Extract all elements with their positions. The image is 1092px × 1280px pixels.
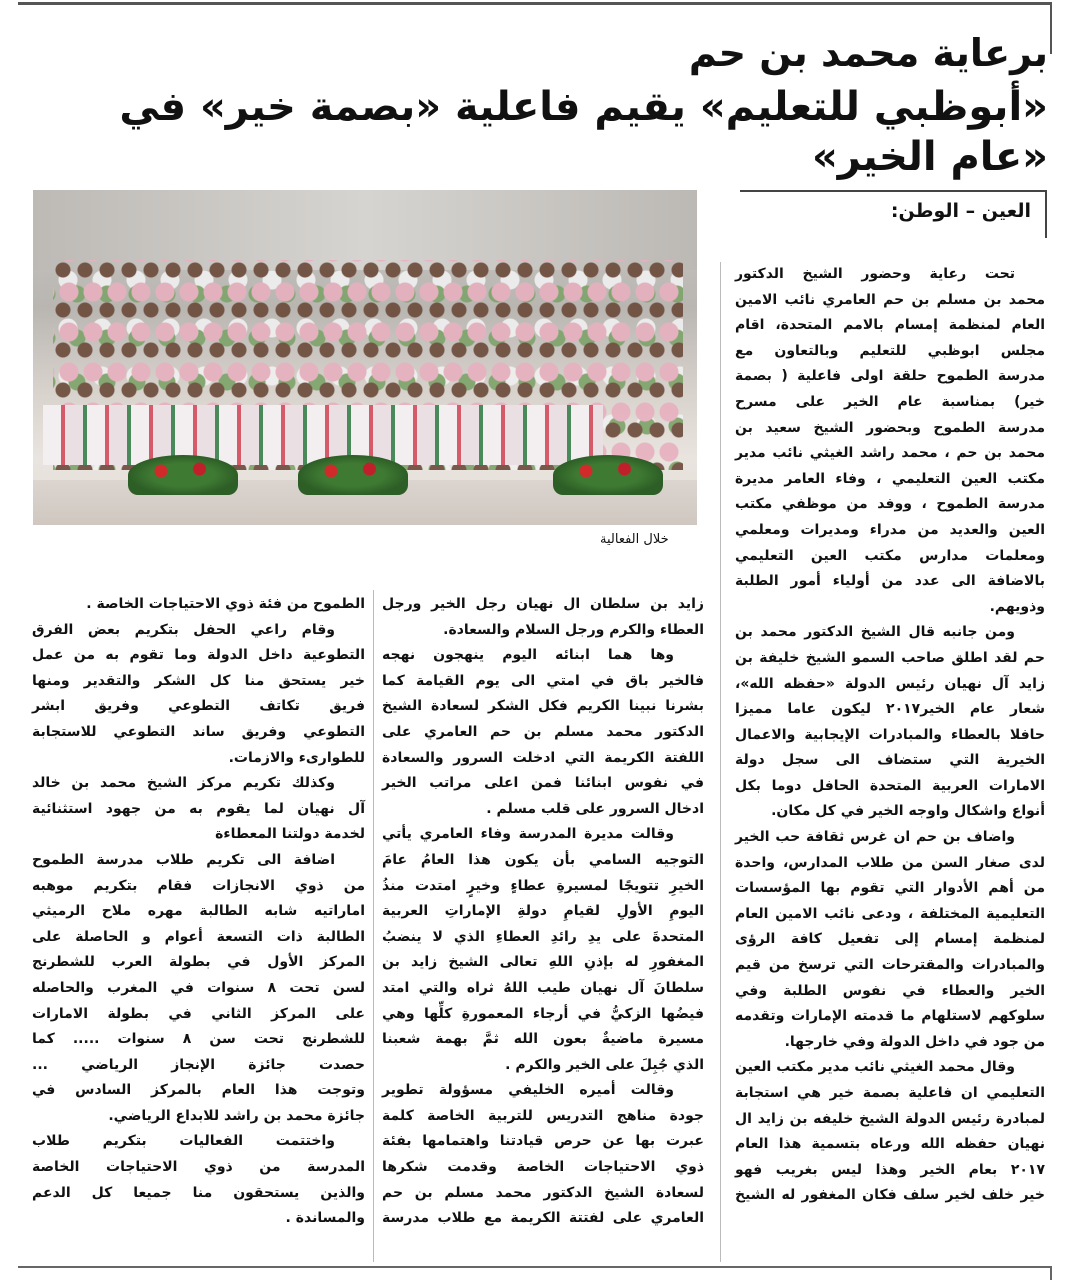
bottom-rule [18,1266,1052,1268]
paragraph [735,825,1045,1055]
column-divider [720,262,721,1262]
right-rule [1050,2,1052,54]
text-line: لمنظمة إمسام إلى تفعيل كافة الرؤى [735,931,1045,948]
text-line: حافلا بالعطاء والمبادرات الإيجابية والاعمال [735,726,1045,743]
text-line: المركز الأول في بطولة العرب للشطرنج [32,954,365,971]
text-line: واضاف بن حم ان غرس ثقافة حب الخير [735,829,1015,846]
text-line: لمبادرة رئيس الدولة الشيخ خليفه بن زايد ال [735,1110,1045,1127]
text-line: التعليمية المختلفة ، ودعى نائب الامين العام [735,905,1045,922]
text-line: في نفوس ابنائنا فمن اعلى مراتب الخير [382,775,704,792]
text-line: محمد بن مسلم بن حم العامري نائب الامين [735,291,1045,308]
text-line: العين والعديد من مدراء ومديرات ومعلمي [735,521,1045,538]
text-line: لخدمة دولتنا المعطاءة [215,826,365,843]
article-kicker: برعاية محمد بن حم [688,31,1048,75]
text-line: مكتب العين التعليمي ، وفاء العامر مديرة [735,470,1045,487]
text-line: لسن تحت ٨ سنوات في المغرب والحاصله [32,979,365,996]
text-line: واختتمت الفعاليات بتكريم طلاب [32,1133,335,1150]
paragraph [735,620,1045,825]
text-line: من جود في داخل الدولة وفي خارجها. [784,1033,1045,1050]
paragraph [32,1129,365,1231]
text-line: جودة مناهج التدريس للتربية الخاصة كلمة [382,1107,704,1124]
text-line: وذويهم. [989,598,1045,615]
text-line: الخيرِ تتويجًا لمسيرةِ عطاءٍ وخيرٍ امتدت منذُ [382,877,704,894]
paragraph [735,1055,1045,1209]
paragraph [32,618,365,772]
text-line: الطالبة ذات التسعة أعوام و الحاصلة على [32,928,365,945]
photo-caption: خلال الفعالية [600,532,669,547]
text-line: خير) بمناسبة عام الخير على مسرح [735,393,1045,410]
text-line: سلوكهم لاستلهام ما قدمته الإمارات وتقدمه [735,1008,1045,1025]
text-line: فالخير باق في امتي الى يوم القيامة كما [382,672,704,689]
text-line: اليومِ الأولِ لقيامِ دولةِ الإماراتِ العربية [382,903,704,920]
text-line: بالاضافة الى عدد من أولياء أمور الطلبة [735,573,1045,590]
article-headline: «أبوظبي للتعليم» يقيم فاعلية «بصمة خير» في «عام الخير» [119,84,1048,180]
paragraph [32,592,365,618]
text-line: ومن جانبه قال الشيخ الدكتور محمد بن [735,624,1015,641]
text-line: حم لقد اطلق صاحب السمو الشيخ خليفة بن [735,649,1045,666]
text-line: مسيرة ماضيةٌ بعون الله ثمَّ بهمة شعبنا [382,1031,704,1048]
photo-flowers [298,455,408,495]
text-line: لسعادة الشيخ الدكتور محمد مسلم بن حم [382,1184,704,1201]
text-line: سلطانَ آل نهيان طيب اللهُ ثراه والتي امتد [382,979,704,996]
text-line: محمد بن حم ، محمد راشد الغيثي نائب مدير [735,445,1045,462]
text-line: والذين يستحقون منا جميعا كل الدعم [32,1184,365,1201]
article-column-left [32,592,365,1232]
photo-flowers [128,455,238,495]
text-line: المتحدةَ على يدِ رائدِ العطاءِ الذي لا ينضبُ [382,928,704,945]
text-line: وقالت مديرة المدرسة وفاء العامري يأتي [382,826,674,843]
event-photo [33,190,697,525]
text-line: أنواع واشكال واوجه الخير في كل مكان. [771,803,1045,820]
text-line: التطوعية داخل الدولة وما تقوم به من عمل [32,647,365,664]
paragraph [382,822,704,1078]
text-line: الامارات العربية المتحدة الحافل دوما بكل [735,777,1045,794]
text-line: عبرت بها عن حرص قيادتنا واهتمامها بفئة [382,1133,704,1150]
text-line: بشرنا نبينا الكريم فكل الشكر لسعادة الشيخ [382,698,704,715]
paragraph [382,643,704,822]
byline-box [740,190,1047,238]
photo-backdrop [33,190,697,270]
paragraph [382,1078,704,1232]
text-line: وها هما ابنائه اليوم ينهجون نهجه [382,647,674,664]
text-line: شعار عام الخير٢٠١٧ ليكون عاما مميزا [735,701,1045,718]
paragraph [32,771,365,848]
text-line: من أهم الأدوار التي تقوم بها المؤسسات [735,880,1045,897]
text-line: اضافة الى تكريم طلاب مدرسة الطموح [32,851,335,868]
photo-front-row [43,405,603,465]
text-line: فريق تكاتف التطوعي وفريق ابشر [32,698,365,715]
paragraph [382,592,704,643]
text-line: وتوجت هذا العام بالمركز السادس في [32,1082,365,1099]
text-line: زايد بن سلطان ال نهيان رجل الخير ورجل [382,596,704,612]
text-line: العامري على لفتتة الكريمة مع طلاب مدرسة [382,1210,704,1227]
text-line: وقالت أميره الخليفي مسؤولة تطوير [382,1082,674,1099]
text-line: ٢٠١٧ بعام الخير وهذا ليس بغريب فهو [735,1161,1045,1178]
text-line: على المركز الثاني في بطولة الامارات [32,1005,365,1022]
text-line: للطوارىء والازمات. [228,749,365,766]
text-line: وكذلك تكريم مركز الشيخ محمد بن خالد [32,775,335,792]
text-line: ذوي الاحتياجات الخاصة وقدمت شكرها [382,1159,704,1176]
article-column-middle [382,592,704,1232]
text-line: آل نهيان لما يقوم به من جهود استثنائية [32,800,365,817]
text-line: الذي جُبِلَ على الخير والكرم . [505,1056,704,1073]
text-line: العطاء والكرم ورجل السلام والسعادة. [443,621,704,638]
text-line: من ذوي الانجازات فقام بتكريم موهبه [32,877,365,894]
text-line: لدى صغار السن من طلاب المدارس، واحدة [735,854,1045,871]
text-line: للشطرنج تحت سن ٨ سنوات ..... كما [32,1031,366,1048]
text-line: العام لمنظمة إمسام بالامم المتحدة، اقام [735,317,1045,334]
text-line: نهيان حفظه الله ورعاه بتسمية هذا العام [735,1136,1045,1153]
paragraph [32,848,365,1130]
byline: العين – الوطن: [890,200,1031,222]
text-line: زايد آل نهيان رئيس الدولة «حفظه الله»، [735,675,1045,692]
text-line: الخير والعطاء في نفوس الطلبة وفي [735,982,1045,999]
text-line: والمبادرات والمقترحات التي ترسخ من قيم [735,957,1045,974]
text-line: المغفورِ له بإذنِ اللهِ تعالى الشيخ زايد بن [382,954,704,971]
text-line: ادخال السرور على قلب مسلم . [486,800,704,817]
text-line: الدكتور محمد مسلم بن حم العامري على [382,723,704,740]
text-line: مدرسة الطموح ، ووفد من موظفي مكتب [735,496,1045,513]
text-line: وقال محمد الغيثي نائب مدير مكتب العين [735,1059,1015,1076]
column-divider [373,590,374,1262]
text-line: الطموح من فئة ذوي الاحتياجات الخاصة . [86,596,365,612]
text-line: خير يستحق منا كل الشكر والتقدير ومنها [32,672,365,689]
text-line: اماراتيه شابه الطالبة مهره ملاح الرميثي [32,903,365,920]
text-line: التعليمي ان فاعلية بصمة خير هي استجابة [735,1085,1045,1101]
text-line: اللفتة الكريمة التي ادخلت السرور والسعادة [382,749,704,766]
top-rule [18,2,1052,5]
paragraph [735,262,1045,620]
text-line: وقام راعي الحفل بتكريم بعض الفرق [32,621,335,638]
text-line: تحت رعاية وحضور الشيخ الدكتور [735,266,1015,282]
text-line: التطوعي وفريق ساند التطوعي للاستجابة [32,723,365,740]
text-line: مدرسة الطموح حلقة اولى فاعلية ( بصمة [735,368,1045,385]
text-line: المدرسة من ذوي الاحتياجات الخاصة [32,1159,365,1176]
text-line: الخيرية التي ستضاف الى سجل دولة [735,752,1045,769]
text-line: التوجيه السامي بأن يكون هذا العامُ عامَ [382,851,704,868]
text-line: مدرسة الطموح وبحضور الشيخ سعيد بن [735,419,1045,436]
photo-flowers [553,455,663,495]
text-line: فيضُها الزكيُّ في أرجاء المعمورةِ كلِّها وهي [382,1005,704,1022]
text-line: خير خلف لخير سلف فكان المغفور له الشيخ [735,1187,1045,1204]
bottom-right-rule [1050,1266,1052,1280]
article-column-right [735,262,1045,1209]
text-line: والمساندة . [285,1210,365,1227]
text-line: حصدت جائزة الإنجاز الرياضي ... [32,1056,365,1073]
text-line: مجلس ابوظبي للتعليم وبالتعاون مع [735,342,1045,359]
text-line: ومعلمات مدارس مكتب العين التعليمي [735,547,1045,564]
text-line: جائزة محمد بن راشد للابداع الرياضي. [108,1107,365,1124]
